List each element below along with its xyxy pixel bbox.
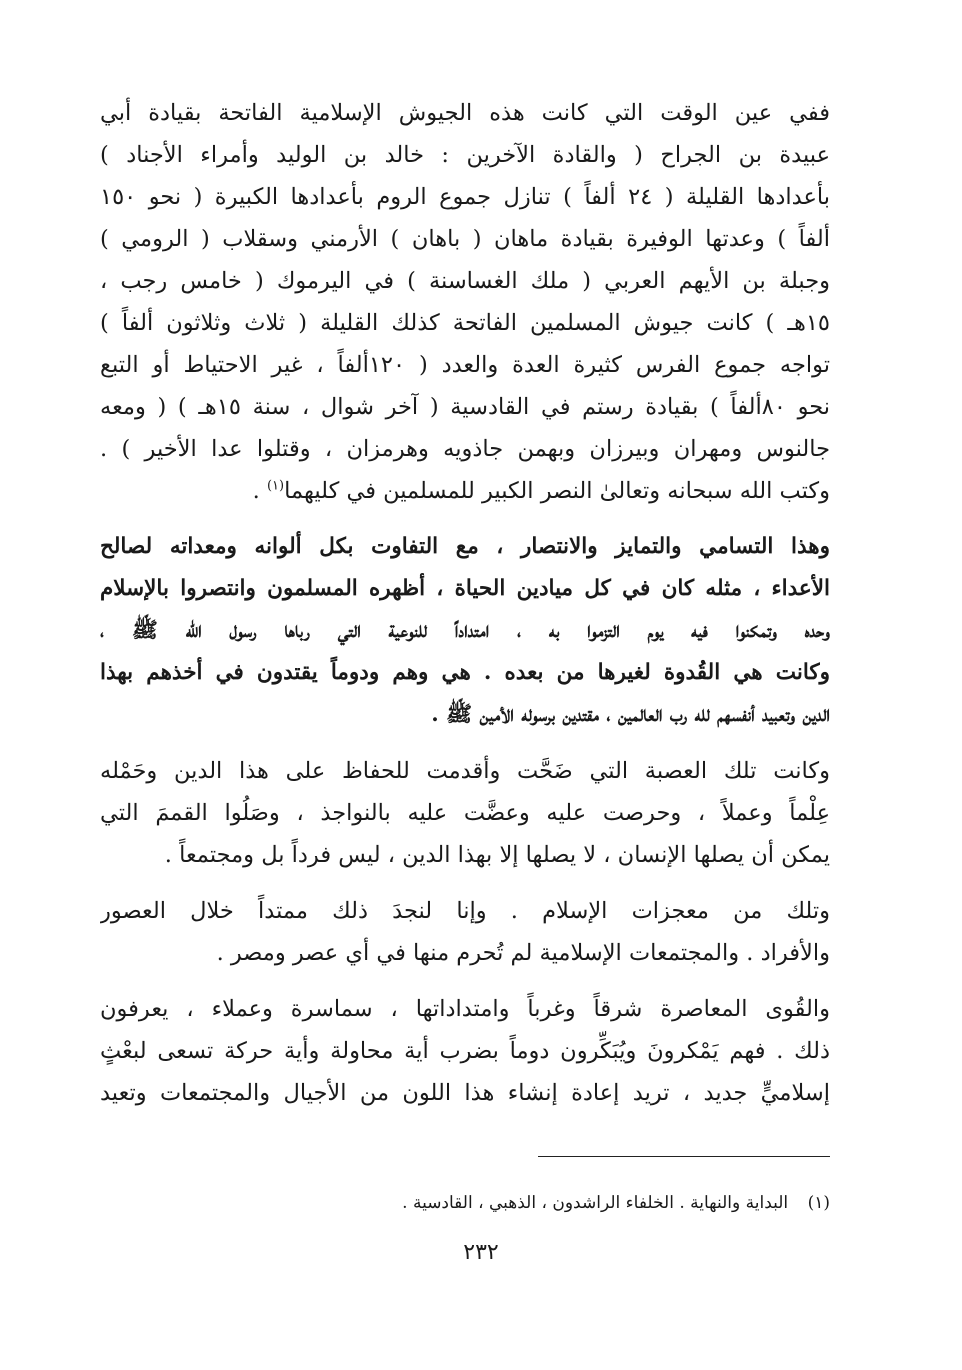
footnote	[300, 1188, 830, 1218]
text-line: ألفاً ) وعدتها الوفيرة بقيادة ماهان ( باهان ) الأرمني وسقلاب ( الرومي )	[100, 226, 830, 252]
text-line: ١٥هـ ) كانت جيوش المسلمين الفاتحة كذلك القليلة ( ثلاث وثلاثون ألفاً )	[100, 310, 830, 336]
text-line-content: وكتب الله سبحانه وتعالىٰ النصر الكبير للمسلمين في كليهما	[284, 478, 830, 504]
text-line: الدين وتعبيد أنفسهم لله رب العالمين ، مقتدين برسوله الأمين ﷺ .	[431, 702, 830, 727]
footnote-text: البداية والنهاية . الخلفاء الراشدون ، الذهبي ، القادسية .	[402, 1193, 789, 1213]
page-body	[100, 92, 830, 1128]
text-line: الأعداء ، مثله كان في كل ميادين الحياة ، أظهره المسلمون وانتصروا بالإسلام	[100, 576, 830, 601]
text-line: ذلك . فهم يَمْكرونَ ويُبَكِّرون دوماً بضرب أية محاولة وأية حركة تسعى لبعْثٍ	[100, 1038, 830, 1064]
text-line: بأعدادها القليلة ( ٢٤ ألفاً ) تنازل جموع الروم بأعدادها الكبيرة ( نحو ١٥٠	[100, 184, 830, 210]
text-line: وحده وتمكنوا فيه يوم التزموا به ، امتداداً للنوعية التي رباها رسول الله ﷺ ،	[100, 618, 830, 643]
text-line: عبيدة بن الجراح ( والقادة الآخرين : خالد بن الوليد وأمراء الأجناد )	[100, 142, 830, 168]
paragraph-3	[100, 750, 830, 876]
footnote-number: (١)	[807, 1193, 830, 1213]
paragraph-2	[100, 526, 830, 736]
end-mark: .	[252, 478, 267, 504]
page-number: ٢٣٢	[463, 1240, 499, 1265]
text-line: جالنوس ومهران وبيرزان وبهمن جاذويه وهرمزان ، وقتلوا عدا الأخير ) .	[100, 436, 830, 462]
text-line: وكانت تلك العصبة التي ضَحَّت وأقدمت للحفاظ على هذا الدين وحَمْله	[100, 758, 830, 784]
paragraph-1	[100, 92, 830, 512]
text-line: وهذا التسامي والتمايز والانتصار ، مع التفاوت بكل ألوانه ومعداته لصالح	[100, 534, 830, 559]
text-line: وجبلة بن الأيهم العربي ( ملك الغساسنة ) في اليرموك ( خامس رجب ،	[100, 268, 830, 294]
text-line: ففي عين الوقت التي كانت هذه الجيوش الإسلامية الفاتحة بقيادة أبي	[100, 100, 830, 126]
text-line: نحو ٨٠ألفاً ) بقيادة رستم في القادسية ( آخر شوال ، سنة ١٥هـ ) ( ومعه	[100, 394, 830, 420]
text-line	[100, 470, 830, 512]
text-line: والقُوى المعاصرة شرقاً وغرباً وامتداداتها ، سماسرة وعملاء ، يعرفون	[100, 996, 830, 1022]
text-line: وتلك من معجزات الإسلام . وإنا لنجدَ ذلك ممتداً خلال العصور	[100, 898, 830, 924]
text-line: والأفراد . والمجتمعات الإسلامية لم تُحرم منها في أي عصر ومصر .	[216, 940, 830, 966]
text-line: عِلْماً وعملاً ، وحرصت عليه وعضَّت عليه بالنواجذ ، وصَلُوا القممَ التي	[100, 800, 830, 826]
text-line: وكانت هي القُدوة لغيرها من بعده . هي وهم ودوماً يقتدون في أخذهم بهذا	[100, 660, 830, 685]
paragraph-4	[100, 890, 830, 974]
paragraph-5	[100, 988, 830, 1114]
text-line: يمكن أن يصلها الإنسان ، لا يصلها إلا بهذا الدين ، ليس فرداً بل ومجتمعاً .	[164, 842, 830, 868]
footnote-separator	[538, 1156, 830, 1157]
footnote-marker[interactable]: (١)	[266, 478, 285, 494]
text-line: تواجه جموع الفرس كثيرة العدة والعدد ( ١٢٠ألفاً ، غير الاحتياط أو التبع	[100, 352, 830, 378]
text-line: إسلاميٍّ جديد ، تريد إعادة إنشاء هذا اللون من الأجيال والمجتمعات وتعيد	[100, 1080, 830, 1106]
